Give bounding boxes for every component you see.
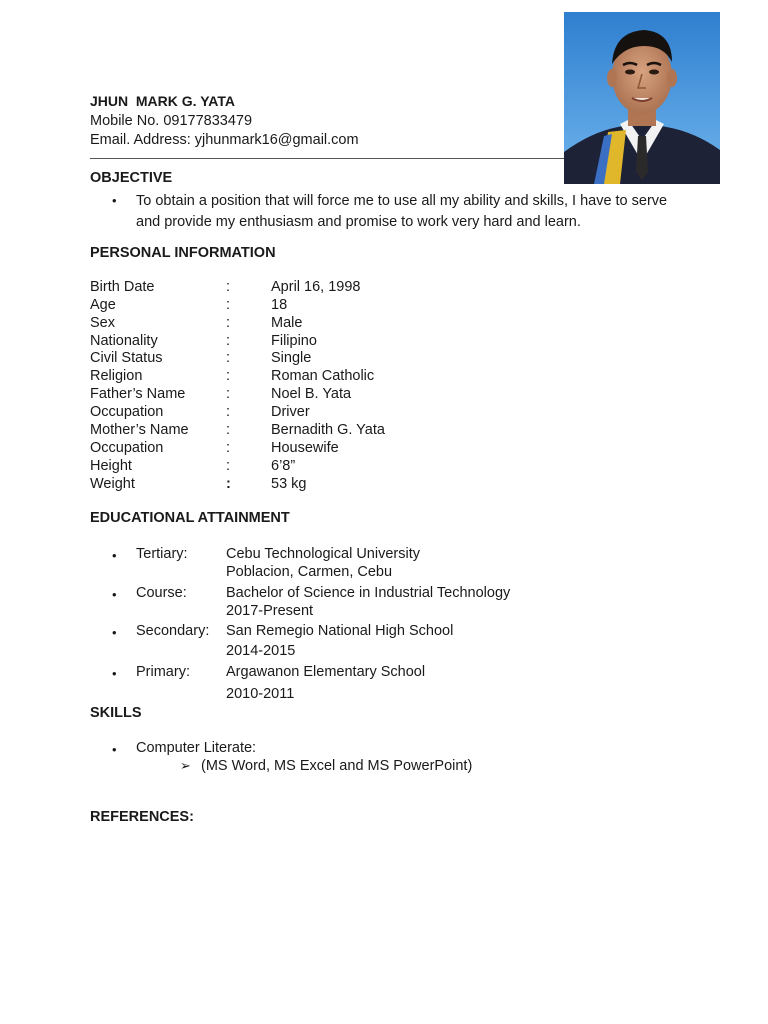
education-bullet: • [112, 666, 117, 681]
applicant-name: JHUN MARK G. YATA [90, 93, 235, 109]
applicant-photo [564, 12, 720, 184]
education-school: Cebu Technological University [226, 546, 420, 562]
education-detail: 2017-Present [226, 603, 314, 619]
education-detail: Poblacion, Carmen, Cebu [226, 564, 393, 580]
pi-label: Occupation [90, 404, 164, 420]
personal-info-heading: PERSONAL INFORMATION [90, 245, 276, 261]
objective-heading: OBJECTIVE [90, 170, 173, 186]
pi-value: Housewife [271, 440, 339, 456]
education-level-label: Tertiary: [136, 546, 188, 562]
pi-colon: : [226, 315, 231, 331]
education-level-label: Secondary: [136, 623, 210, 639]
skill-subitem: (MS Word, MS Excel and MS PowerPoint) [201, 758, 473, 774]
education-school: Argawanon Elementary School [226, 664, 426, 680]
pi-label: Mother’s Name [90, 422, 189, 438]
pi-colon: : [226, 404, 231, 420]
education-heading: EDUCATIONAL ATTAINMENT [90, 510, 290, 526]
education-level-label: Primary: [136, 664, 190, 680]
pi-label: Civil Status [90, 350, 163, 366]
pi-label: Height [90, 458, 132, 474]
pi-value: Driver [271, 404, 310, 420]
pi-colon: : [226, 279, 231, 295]
pi-label: Weight [90, 476, 135, 492]
education-level-label: Course: [136, 585, 187, 601]
pi-colon: : [226, 297, 231, 313]
pi-colon: : [226, 368, 231, 384]
pi-label: Nationality [90, 333, 158, 349]
skills-bullet: • [112, 742, 117, 757]
education-school: San Remegio National High School [226, 623, 454, 639]
education-bullet: • [112, 587, 117, 602]
pi-label: Birth Date [90, 279, 155, 295]
pi-label: Sex [90, 315, 115, 331]
pi-colon: : [226, 440, 231, 456]
skill-item: Computer Literate: [136, 740, 257, 756]
pi-value: Male [271, 315, 303, 331]
education-bullet: • [112, 548, 117, 563]
education-detail: 2010-2011 [226, 686, 295, 702]
pi-colon: : [226, 422, 231, 438]
pi-colon: : [226, 458, 231, 474]
pi-value: 18 [271, 297, 288, 313]
skills-heading: SKILLS [90, 705, 142, 721]
pi-colon: : [226, 476, 231, 492]
mobile-number: Mobile No. 09177833479 [90, 113, 253, 129]
pi-value: Filipino [271, 333, 317, 349]
pi-label: Religion [90, 368, 143, 384]
email-address: Email. Address: yjhunmark16@gmail.com [90, 132, 359, 148]
pi-label: Age [90, 297, 116, 313]
education-school: Bachelor of Science in Industrial Technology [226, 585, 511, 601]
pi-value: Bernadith G. Yata [271, 422, 385, 438]
pi-value: April 16, 1998 [271, 279, 361, 295]
objective-text: To obtain a position that will force me to use all my ability and skills, I have to serve and provide my enthusiasm and promise to work very hard and learn. [136, 193, 668, 230]
education-bullet: • [112, 625, 117, 640]
pi-value: 6’8” [271, 458, 296, 474]
pi-label: Occupation [90, 440, 164, 456]
pi-value: Noel B. Yata [271, 386, 352, 402]
pi-value: 53 kg [271, 476, 307, 492]
pi-colon: : [226, 350, 231, 366]
pi-colon: : [226, 386, 231, 402]
objective-bullet: • [112, 193, 117, 208]
pi-value: Roman Catholic [271, 368, 375, 384]
education-detail: 2014-2015 [226, 643, 296, 659]
pi-label: Father’s Name [90, 386, 186, 402]
pi-colon: : [226, 333, 231, 349]
header-divider [90, 158, 564, 159]
references-heading: REFERENCES: [90, 809, 194, 825]
arrow-bullet-icon: ➢ [180, 758, 191, 773]
pi-value: Single [271, 350, 312, 366]
